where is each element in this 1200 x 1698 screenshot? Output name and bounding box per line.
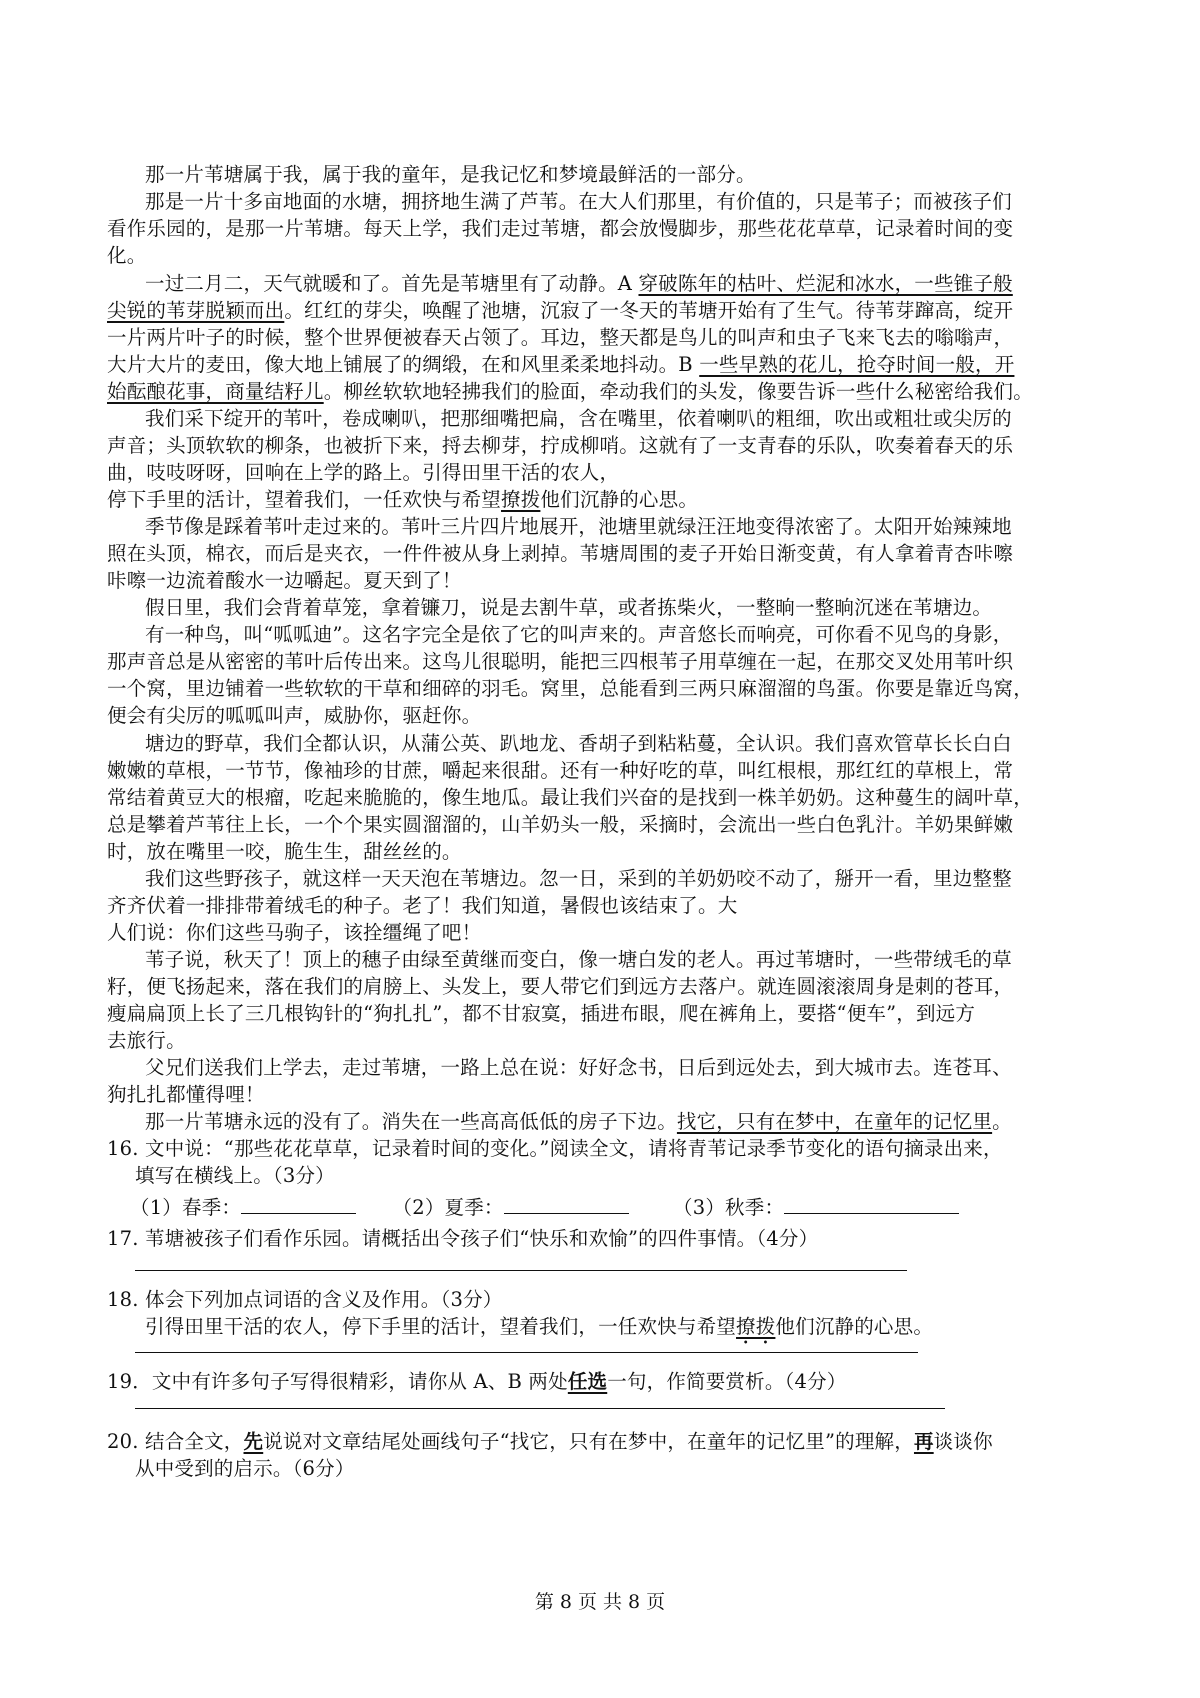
question-18: 18. 体会下列加点词语的含义及作用。（3分） xyxy=(107,1288,503,1311)
paragraph-5-line: 咔嚓一边流着酸水一边嚼起。夏天到了！ xyxy=(107,569,462,592)
paragraph-5-line: 照在头顶，棉衣，而后是夹衣，一件件被从身上剥掉。苇塘周围的麦子开始日渐变黄，有人拿着青杏咔嚓 xyxy=(107,542,1014,565)
answer-blank-summer[interactable] xyxy=(504,1195,629,1214)
sentence-a-underlined: 穿破陈年的枯叶、烂泥和冰水，一些锥子般 xyxy=(638,272,1013,295)
answer-line-18[interactable] xyxy=(135,1352,918,1353)
text-span: 19．文中有许多句子写得很精彩，请你从 A、B 两处 xyxy=(107,1370,568,1393)
emphasized-word: 再 xyxy=(913,1430,934,1453)
summer-label: （2）夏季： xyxy=(392,1196,504,1219)
paragraph-7-line: 一个窝，里边铺着一些软软的干草和细碎的羽毛。窝里，总能看到三两只麻溜溜的鸟蛋。你要是靠近鸟窝， xyxy=(107,677,1033,700)
dotted-word: 撩拨 xyxy=(736,1315,776,1338)
emphasized-word: 任选 xyxy=(567,1370,608,1393)
spring-label: （1）春季： xyxy=(130,1196,242,1219)
answer-blank-spring[interactable] xyxy=(241,1195,356,1214)
text-span: 。 xyxy=(992,1110,1012,1133)
paragraph-8-line: 常结着黄豆大的根瘤，吃起来脆脆的，像生地瓜。最让我们兴奋的是找到一株羊奶奶。这种蔓生的阔叶草， xyxy=(107,786,1033,809)
paragraph-3-line: 一片两片叶子的时候，整个世界便被春天占领了。耳边，整天都是鸟儿的叫声和虫子飞来飞去的嗡嗡声， xyxy=(107,326,1014,349)
paragraph-7-line: 那声音总是从密密的苇叶后传出来。这鸟儿很聪明，能把三四根苇子用草缠在一起，在那交叉处用苇叶织 xyxy=(107,650,1014,673)
question-16: 16. 文中说：“那些花花草草，记录着时间的变化。”阅读全文，请将青苇记录季节变化的语句摘录出来， xyxy=(107,1137,1003,1160)
answer-blank-autumn[interactable] xyxy=(784,1195,959,1214)
paragraph-4-line: 曲，吱吱呀呀，回响在上学的路上。引得田里干活的农人， xyxy=(107,461,620,484)
question-16-blanks xyxy=(130,1194,959,1222)
question-20 xyxy=(107,1428,993,1456)
paragraph-10-line: 籽，便飞扬起来，落在我们的肩膀上、头发上，要人带它们到远方去落户。就连圆滚滚周身是刺的苍耳， xyxy=(107,975,1014,998)
paragraph-3-line xyxy=(107,297,1013,325)
paragraph-11-line: 父兄们送我们上学去，走过苇塘，一路上总在说：好好念书，日后到远处去，到大城市去。连苍耳、 xyxy=(145,1056,1012,1079)
paragraph-5-line: 季节像是踩着苇叶走过来的。苇叶三片四片地展开，池塘里就绿汪汪地变得浓密了。太阳开始辣辣地 xyxy=(145,515,1012,538)
paragraph-10-line: 瘦扁扁顶上长了三几根钩针的“狗扎扎”，都不甘寂寞，插进布眼，爬在裤角上，要搭“便车”，到远方 xyxy=(107,1002,976,1025)
paragraph-9-line: 我们这些野孩子，就这样一天天泡在苇塘边。忽一日，采到的羊奶奶咬不动了，掰开一看，里边整整 xyxy=(145,867,1012,890)
text-span: 。柳丝软软地轻拂我们的脸面，牵动我们的头发，像要告诉一些什么秘密给我们。 xyxy=(323,380,1033,403)
paragraph-12 xyxy=(145,1108,1012,1136)
answer-line-19[interactable] xyxy=(135,1408,945,1409)
text-span: 引得田里干活的农人，停下手里的活计，望着我们，一任欢快与希望 xyxy=(145,1315,737,1338)
paragraph-3-line xyxy=(107,351,1014,379)
text-span: 20. 结合全文， xyxy=(107,1430,244,1453)
paragraph-8-line: 塘边的野草，我们全都认识，从蒲公英、趴地龙、香胡子到粘粘蔓，全认识。我们喜欢管草长长白白 xyxy=(145,732,1012,755)
paragraph-9-line: 齐齐伏着一排排带着绒毛的种子。老了！我们知道，暑假也该结束了。大 xyxy=(107,894,738,917)
paragraph-9-line: 人们说：你们这些马驹子，该拴缰绳了吧！ xyxy=(107,921,482,944)
paragraph-7-line: 便会有尖厉的呱呱叫声，威胁你，驱赶你。 xyxy=(107,704,482,727)
question-17: 17. 苇塘被孩子们看作乐园。请概括出令孩子们“快乐和欢愉”的四件事情。（4分） xyxy=(107,1227,819,1250)
page-number: 第 8 页 共 8 页 xyxy=(534,1591,666,1613)
paragraph-4-line: 声音；头顶软软的柳条，也被折下来，捋去柳芽，拧成柳哨。这就有了一支青春的乐队，吹奏着春天的乐 xyxy=(107,434,1014,457)
text-span: 他们沉静的心思。 xyxy=(775,1315,934,1338)
paragraph-4-line: 我们采下绽开的苇叶，卷成喇叭，把那细嘴把扁，含在嘴里，依着喇叭的粗细，吹出或粗壮或尖厉的 xyxy=(145,407,1012,430)
sentence-b-underlined: 一些早熟的花儿，抢夺时间一般，开 xyxy=(699,353,1015,376)
question-20-line: 从中受到的启示。（6分） xyxy=(135,1457,355,1480)
ending-underlined-sentence: 找它，只有在梦中，在童年的记忆里 xyxy=(676,1110,993,1133)
paragraph-4-line xyxy=(107,486,698,514)
paragraph-2-line: 看作乐园的，是那一片苇塘。每天上学，我们走过苇塘，都会放慢脚步，那些花花草草，记录着时间的变 xyxy=(107,217,1014,240)
text-span: 。红红的芽尖，唤醒了池塘，沉寂了一冬天的苇塘开始有了生气。待苇芽蹿高，绽开 xyxy=(284,299,1014,322)
question-18-sentence xyxy=(145,1313,933,1349)
paragraph-1: 那一片苇塘属于我，属于我的童年，是我记忆和梦境最鲜活的一部分。 xyxy=(145,163,756,186)
paragraph-8-line: 时，放在嘴里一咬，脆生生，甜丝丝的。 xyxy=(107,840,462,863)
paragraph-7-line: 有一种鸟，叫“呱呱迪”。这名字完全是依了它的叫声来的。声音悠长而响亮，可你看不见鸟的身影， xyxy=(145,623,1013,646)
paragraph-3-line xyxy=(145,270,1013,298)
question-19 xyxy=(107,1368,847,1396)
paragraph-2-line: 化。 xyxy=(107,244,147,267)
text-span: 一过二月二，天气就暖和了。首先是苇塘里有了动静。A xyxy=(145,272,639,295)
paragraph-10-line: 去旅行。 xyxy=(107,1029,186,1052)
sentence-b-underlined: 始酝酿花事，商量结籽儿 xyxy=(107,380,324,403)
paragraph-10-line: 苇子说，秋天了！顶上的穗子由绿至黄继而变白，像一塘白发的老人。再过苇塘时，一些带绒毛的草 xyxy=(145,948,1012,971)
paragraph-8-line: 嫩嫩的草根，一节节，像袖珍的甘蔗，嚼起来很甜。还有一种好吃的草，叫红根根，那红红的草根上，常 xyxy=(107,759,1014,782)
text-span: 大片大片的麦田，像大地上铺展了的绸缎，在和风里柔柔地抖动。B xyxy=(107,353,700,376)
autumn-label: （3）秋季： xyxy=(673,1196,785,1219)
answer-line-17[interactable] xyxy=(135,1270,907,1271)
paragraph-3-line xyxy=(107,378,1033,406)
emphasized-word: 先 xyxy=(243,1430,264,1453)
text-span: 停下手里的活计，望着我们，一任欢快与希望 xyxy=(107,488,502,511)
paragraph-11-line: 狗扎扎都懂得哩！ xyxy=(107,1083,265,1106)
dotted-word: 撩拨 xyxy=(501,488,541,511)
text-span: 一句，作简要赏析。（4分） xyxy=(607,1370,847,1393)
text-span: 那一片苇塘永远的没有了。消失在一些高高低低的房子下边。 xyxy=(145,1110,677,1133)
question-16-line: 填写在横线上。（3分） xyxy=(135,1164,335,1187)
sentence-a-underlined: 尖锐的苇芽脱颖而出 xyxy=(107,299,285,322)
paragraph-8-line: 总是攀着芦苇往上长，一个个果实圆溜溜的，山羊奶头一般，采摘时，会流出一些白色乳汁。羊奶果鲜嫩 xyxy=(107,813,1014,836)
text-span: 说说对文章结尾处画线句子“找它，只有在梦中，在童年的记忆里”的理解， xyxy=(263,1430,914,1453)
text-span: 他们沉静的心思。 xyxy=(540,488,699,511)
paragraph-2-line: 那是一片十多亩地面的水塘，拥挤地生满了芦苇。在大人们那里，有价值的，只是苇子；而被孩子们 xyxy=(145,190,1012,213)
text-span: 谈谈你 xyxy=(933,1430,993,1453)
paragraph-6: 假日里，我们会背着草笼，拿着镰刀，说是去割牛草，或者拣柴火，一整晌一整晌沉迷在苇塘边。 xyxy=(145,596,993,619)
